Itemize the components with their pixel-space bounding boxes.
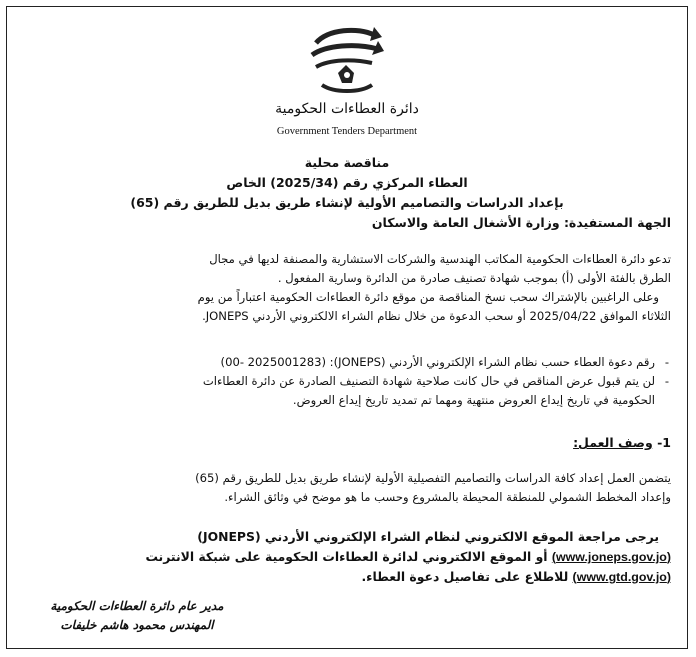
signatory-name: المهندس محمود هاشم خليفات bbox=[60, 618, 214, 632]
description-line: يتضمن العمل إعداد كافة الدراسات والتصاميم التفصيلية الأولية لإنشاء طريق بديل للطريق رقم (65) bbox=[195, 471, 671, 485]
section-title: وصف العمل: bbox=[573, 435, 653, 450]
section-heading bbox=[573, 435, 671, 450]
website-notice bbox=[21, 527, 671, 587]
bullet-list bbox=[21, 353, 669, 410]
logo bbox=[7, 19, 687, 99]
notice-text: للاطلاع على تفاصيل دعوة العطاء. bbox=[361, 569, 573, 584]
gtd-link[interactable]: (www.gtd.gov.jo) bbox=[572, 570, 671, 584]
notice-line: يرجى مراجعة الموقع الالكتروني لنظام الشراء الإلكتروني الأردني (JONEPS) bbox=[197, 529, 659, 544]
intro-line: الطرق بالفئة الأولى (أ) بموجب شهادة تصنيف صادرة من الدائرة وسارية المفعول . bbox=[277, 271, 671, 285]
signature-block bbox=[27, 597, 247, 635]
department-name-english: Government Tenders Department bbox=[276, 126, 418, 137]
bullet-text: رقم دعوة العطاء حسب نظام الشراء الإلكتروني الأردني (JONEPS): (00- 2025001283) bbox=[220, 355, 655, 369]
department-name-arabic: دائرة العطاءات الحكومية bbox=[275, 101, 419, 117]
intro-paragraph bbox=[21, 250, 671, 326]
tender-subject: بإعداد الدراسات والتصاميم الأولية لإنشاء طريق بديل للطريق رقم (65) bbox=[130, 195, 564, 210]
beneficiary: الجهة المستفيدة: وزارة الأشغال العامة والاسكان bbox=[371, 215, 671, 230]
notice-text: أو الموقع الالكتروني لدائرة العطاءات الحكومية على شبكة الانترنت bbox=[145, 549, 552, 564]
notice-line bbox=[21, 547, 671, 567]
list-item: - رقم دعوة العطاء حسب نظام الشراء الإلكتروني الأردني (JONEPS): (00- 2025001283) bbox=[220, 355, 669, 369]
tender-number: العطاء المركزي رقم (2025/34) الخاص bbox=[226, 175, 468, 190]
description-line: وإعداد المخطط الشمولي للمنطقة المحيطة بالمشروع وحسب ما هو موضح في وثائق الشراء. bbox=[224, 490, 671, 504]
intro-line: وعلى الراغبين بالإشتراك سحب نسخ المناقصة من موقع دائرة العطاءات الحكومية اعتباراً من يوم bbox=[197, 290, 659, 304]
notice-line bbox=[21, 567, 671, 587]
tender-type: مناقصة محلية bbox=[304, 155, 390, 170]
gtd-logo-icon bbox=[308, 19, 386, 99]
work-description bbox=[21, 469, 671, 507]
tender-announcement bbox=[6, 6, 688, 649]
bullet-text: لن يتم قبول عرض المناقص في حال كانت صلاحية شهادة التصنيف الصادرة عن دائرة العطاءات bbox=[202, 374, 655, 388]
list-item: - لن يتم قبول عرض المناقص في حال كانت صلاحية شهادة التصنيف الصادرة عن دائرة العطاءات bbox=[202, 374, 669, 388]
intro-line: تدعو دائرة العطاءات الحكومية المكاتب الهندسية والشركات الاستشارية والمصنفة لديها في مجال bbox=[209, 252, 671, 266]
intro-line: الثلاثاء الموافق 2025/04/22 أو سحب الدعوة من خلال نظام الشراء الالكتروني الأردني JONEPS. bbox=[202, 309, 671, 323]
bullet-text-continued: الحكومية في تاريخ إيداع العروض منتهية ومهما تم تمديد تاريخ إيداع العروض. bbox=[292, 393, 655, 407]
signatory-title: مدير عام دائرة العطاءات الحكومية bbox=[50, 599, 224, 613]
joneps-link[interactable]: (www.joneps.gov.jo) bbox=[551, 550, 671, 564]
section-number: 1- bbox=[657, 435, 671, 450]
